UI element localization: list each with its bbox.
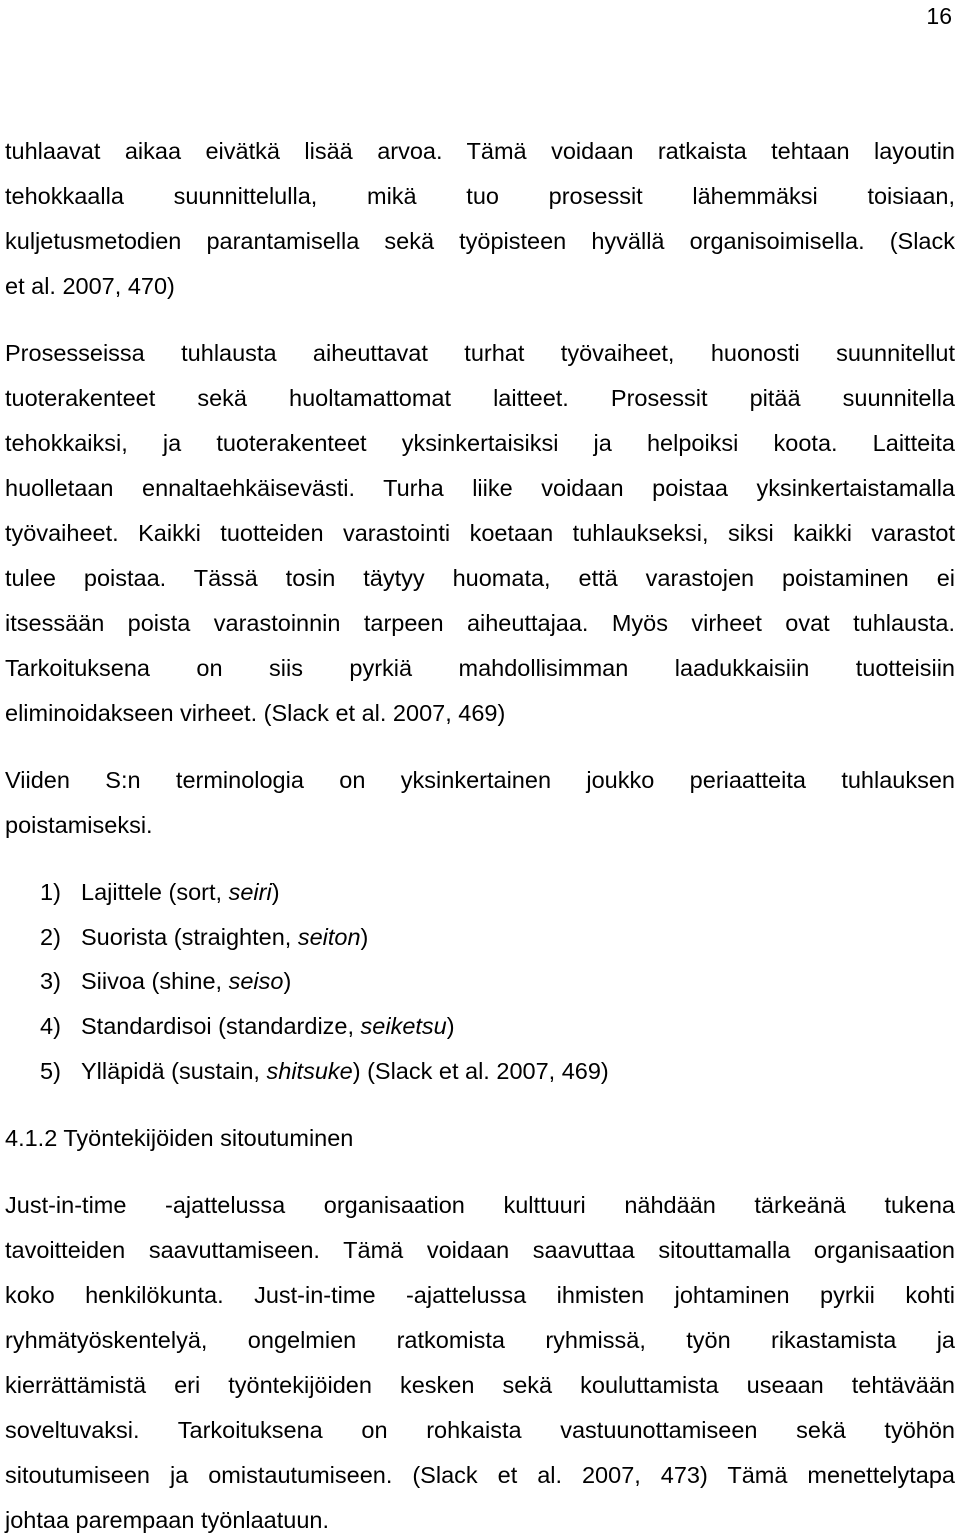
list-item-number: 1) [40,879,61,905]
list-item-suffix: ) [446,1013,455,1039]
section-heading: 4.1.2 Työntekijöiden sitoutuminen [5,1125,354,1151]
list-item-suffix: ) [283,968,292,994]
text-line: eliminoidakseen virheet. (Slack et al. 2007, 469) [5,700,506,726]
list-item [40,1011,455,1041]
list-item-number: 5) [40,1058,61,1084]
text-line: kierrättämistä eri työntekijöiden kesken sekä kouluttamista useaan tehtävään [5,1372,955,1398]
list-item-suffix: ) [360,924,369,950]
text-line: Prosesseissa tuhlausta aiheuttavat turhat työvaiheet, huonosti suunnitellut [5,340,955,366]
list-item [40,922,368,952]
list-item [40,877,280,907]
text-line: poistamiseksi. [5,812,153,838]
list-item-number: 4) [40,1013,61,1039]
list-item-text: Lajittele (sort, [81,879,229,905]
list-item-suffix: ) [271,879,280,905]
text-line: itsessään poista varastoinnin tarpeen aiheuttajaa. Myös virheet ovat tuhlausta. [5,610,955,636]
list-item-number: 2) [40,924,61,950]
text-line: Just-in-time -ajattelussa organisaation kulttuuri nähdään tärkeänä tukena [5,1192,955,1218]
text-line: Viiden S:n terminologia on yksinkertainen joukko periaatteita tuhlauksen [5,767,955,793]
text-line: et al. 2007, 470) [5,273,175,299]
text-line: työvaiheet. Kaikki tuotteiden varastointi koetaan tuhlaukseksi, siksi kaikki varastot [5,520,955,546]
list-item [40,966,291,996]
text-line: soveltuvaksi. Tarkoituksena on rohkaista vastuunottamiseen sekä työhön [5,1417,955,1443]
list-item-japanese-term: shitsuke [266,1058,353,1084]
text-line: tuhlaavat aikaa eivätkä lisää arvoa. Tämä voidaan ratkaista tehtaan layoutin [5,138,955,164]
text-line: tuoterakenteet sekä huoltamattomat laitteet. Prosessit pitää suunnitella [5,385,955,411]
page-number: 16 [926,3,952,29]
list-item-japanese-term: seiso [228,968,284,994]
text-line: ryhmätyöskentelyä, ongelmien ratkomista ryhmissä, työn rikastamista ja [5,1327,955,1353]
text-line: kuljetusmetodien parantamisella sekä työpisteen hyvällä organisoimisella. (Slack [5,228,955,254]
list-item-text: Standardisoi (standardize, [81,1013,361,1039]
list-item-text: Ylläpidä (sustain, [81,1058,267,1084]
text-line: tulee poistaa. Tässä tosin täytyy huomata, että varastojen poistaminen ei [5,565,955,591]
list-item-suffix: ) (Slack et al. 2007, 469) [352,1058,609,1084]
text-line: tehokkaalla suunnittelulla, mikä tuo prosessit lähemmäksi toisiaan, [5,183,955,209]
list-item-text: Siivoa (shine, [81,968,229,994]
text-line: tavoitteiden saavuttamiseen. Tämä voidaan saavuttaa sitouttamalla organisaation [5,1237,955,1263]
list-item-number: 3) [40,968,61,994]
text-line: koko henkilökunta. Just-in-time -ajattelussa ihmisten johtaminen pyrkii kohti [5,1282,955,1308]
text-line: tehokkaiksi, ja tuoterakenteet yksinkertaisiksi ja helpoiksi koota. Laitteita [5,430,955,456]
list-item-japanese-term: seiton [297,924,361,950]
text-line: Tarkoituksena on siis pyrkiä mahdollisimman laadukkaisiin tuotteisiin [5,655,955,681]
list-item-text: Suorista (straighten, [81,924,298,950]
text-line: sitoutumiseen ja omistautumiseen. (Slack et al. 2007, 473) Tämä menettelytapa [5,1462,955,1488]
list-item-japanese-term: seiri [228,879,272,905]
text-line: johtaa parempaan työnlaatuun. [5,1507,330,1533]
text-line: huolletaan ennaltaehkäisevästi. Turha liike voidaan poistaa yksinkertaistamalla [5,475,955,501]
list-item [40,1056,609,1086]
list-item-japanese-term: seiketsu [360,1013,447,1039]
